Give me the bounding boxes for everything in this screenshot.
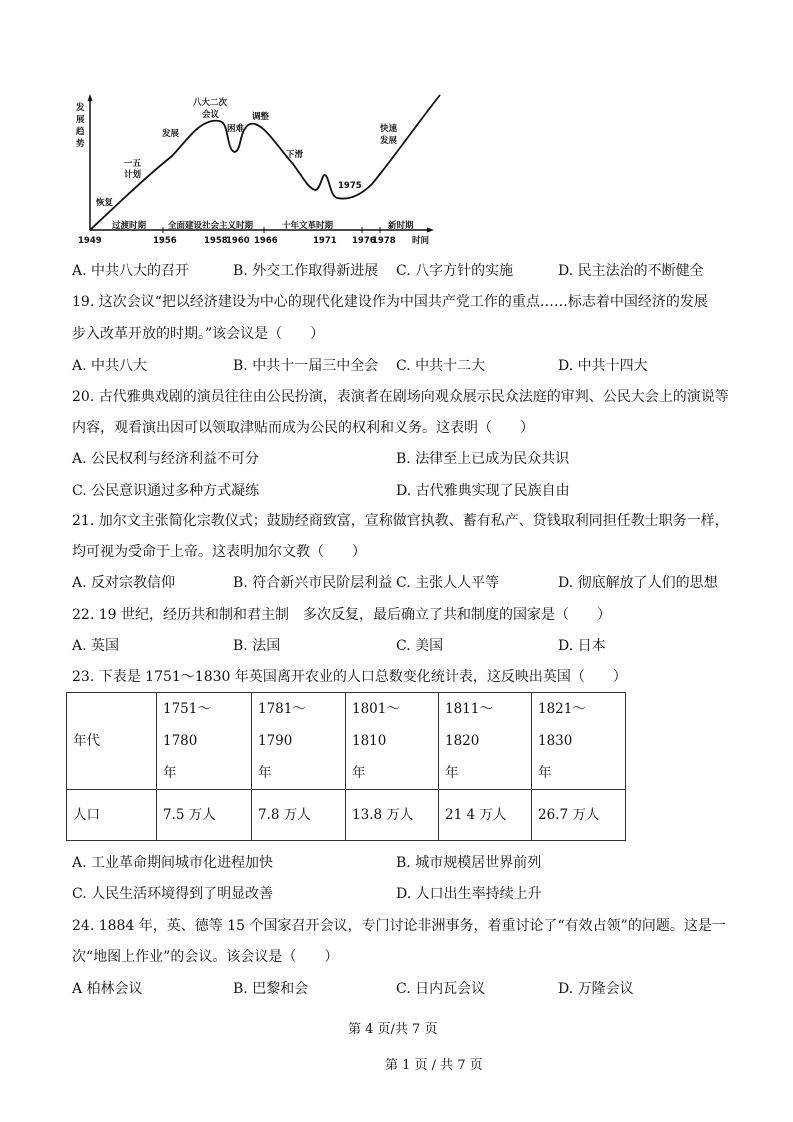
option-d[interactable]: D. 古代雅典实现了民族自由 bbox=[396, 483, 570, 499]
table-row bbox=[67, 693, 626, 790]
period-label: 新时期 bbox=[388, 221, 414, 231]
stage-label: 恢复 bbox=[96, 198, 114, 208]
y-label-char: 展 bbox=[76, 115, 85, 125]
development-trend-chart bbox=[72, 88, 444, 248]
x-axis-arrow-icon bbox=[427, 228, 434, 233]
stage-label: 一五 bbox=[124, 159, 142, 169]
option-b[interactable]: B. 城市规模居世界前列 bbox=[396, 855, 542, 871]
stage-label: 调整 bbox=[252, 112, 270, 122]
option-a[interactable]: A. 中共八大的召开 bbox=[72, 263, 190, 279]
option-c[interactable]: C. 中共十二大 bbox=[396, 358, 486, 374]
table-cell: 7.8 万人 bbox=[252, 790, 346, 841]
table-cell: 1821～ 1830 年 bbox=[532, 693, 626, 790]
question-21-stem: 均可视为受命于上帝。这表明加尔文教（ ） bbox=[72, 544, 366, 560]
option-b[interactable]: B. 法律至上已成为民众共识 bbox=[396, 451, 570, 467]
option-c[interactable]: C. 日内瓦会议 bbox=[396, 981, 486, 997]
option-a[interactable]: A. 公民权利与经济利益不可分 bbox=[72, 451, 260, 467]
question-22-stem: 22. 19 世纪，经历共和制和君主制 多次反复，最后确立了共和制度的国家是（ ） bbox=[72, 607, 611, 623]
option-b[interactable]: B. 巴黎和会 bbox=[233, 981, 309, 997]
option-b[interactable]: B. 中共十一届三中全会 bbox=[233, 358, 379, 374]
question-23-stem: 23. 下表是 1751～1830 年英国离开农业的人口总数变化统计表，这反映出英国（ ） bbox=[72, 669, 627, 685]
question-21-stem: 21. 加尔文主张简化宗教仪式；鼓励经商致富，宣称做官执教、蓄有私产、贷钱取利同担任教士职务一样， bbox=[72, 513, 729, 529]
year-label: 1978 bbox=[372, 236, 396, 246]
stage-label: 下滑 bbox=[286, 150, 304, 160]
question-20-stem: 内容，观看演出因可以领取津贴而成为公民的权利和义务。这表明（ ） bbox=[72, 420, 534, 436]
year-label: 1958 bbox=[204, 236, 228, 246]
option-d[interactable]: D. 彻底解放了人们的思想 bbox=[558, 575, 718, 591]
stage-label: 发展 bbox=[162, 129, 180, 139]
table-cell: 1811～ 1820 年 bbox=[439, 693, 532, 790]
period-label: 十年文革时期 bbox=[282, 221, 334, 231]
option-a[interactable]: A 柏林会议 bbox=[72, 981, 143, 997]
table-cell: 1801～ 1810 年 bbox=[346, 693, 439, 790]
row-header: 人口 bbox=[67, 790, 157, 841]
row-header: 年代 bbox=[67, 693, 157, 790]
option-d[interactable]: D. 日本 bbox=[558, 638, 606, 654]
option-c[interactable]: C. 美国 bbox=[396, 638, 444, 654]
question-24-stem: 次“地图上作业”的会议。该会议是（ ） bbox=[72, 949, 339, 965]
stage-label: 计划 bbox=[124, 170, 142, 180]
year-label: 1960 bbox=[226, 236, 250, 246]
option-d[interactable]: D. 民主法治的不断健全 bbox=[558, 263, 704, 279]
option-d[interactable]: D. 万隆会议 bbox=[558, 981, 634, 997]
option-a[interactable]: A. 英国 bbox=[72, 638, 120, 654]
table-cell: 21 4 万人 bbox=[439, 790, 532, 841]
table-cell: 13.8 万人 bbox=[346, 790, 439, 841]
year-label: 1971 bbox=[313, 236, 337, 246]
inner-page-number: 第 4 页/共 7 页 bbox=[348, 1022, 438, 1037]
stage-label: 八大二次 bbox=[193, 98, 228, 108]
table-row bbox=[67, 790, 626, 841]
option-a[interactable]: A. 工业革命期间城市化进程加快 bbox=[72, 855, 274, 871]
stage-label: 会议 bbox=[202, 110, 220, 120]
period-label: 过渡时期 bbox=[112, 221, 147, 231]
table-cell: 7.5 万人 bbox=[157, 790, 252, 841]
stage-label: 发展 bbox=[380, 136, 398, 146]
x-axis-label: 时间 bbox=[412, 236, 430, 246]
year-label: 1949 bbox=[78, 236, 102, 246]
y-label-char: 趋 bbox=[76, 127, 85, 137]
option-d[interactable]: D. 中共十四大 bbox=[558, 358, 648, 374]
table-cell: 1751～ 1780 年 bbox=[157, 693, 252, 790]
year-label: 1956 bbox=[153, 236, 177, 246]
y-label-char: 势 bbox=[76, 139, 85, 149]
period-label: 全面建设社会主义时期 bbox=[168, 221, 254, 231]
year-label: 1966 bbox=[254, 236, 278, 246]
question-19-stem: 步入改革开放的时期。”该会议是（ ） bbox=[72, 326, 325, 342]
question-19-stem: 19. 这次会议“把以经济建设为中心的现代化建设作为中国共产党工作的重点……标志着中国经济的发展 bbox=[72, 294, 708, 310]
question-24-stem: 24. 1884 年，英、德等 15 个国家召开会议，专门讨论非洲事务，着重讨论了“有效占领”的问题。这是一 bbox=[72, 918, 726, 934]
option-c[interactable]: C. 八字方针的实施 bbox=[396, 263, 514, 279]
option-b[interactable]: B. 符合新兴市民阶层利益 bbox=[233, 575, 393, 591]
option-a[interactable]: A. 中共八大 bbox=[72, 358, 148, 374]
page-number: 第 1 页 / 共 7 页 bbox=[385, 1058, 483, 1073]
option-d[interactable]: D. 人口出生率持续上升 bbox=[396, 886, 542, 902]
stage-label: 困难 bbox=[227, 124, 245, 134]
stage-label: 1975 bbox=[338, 181, 362, 191]
stage-label: 快速 bbox=[380, 124, 398, 134]
option-b[interactable]: B. 外交工作取得新进展 bbox=[233, 263, 379, 279]
question-20-stem: 20. 古代雅典戏剧的演员往往由公民扮演，表演者在剧场向观众展示民众法庭的审判、公民大会上的演说等 bbox=[72, 389, 729, 405]
population-table bbox=[66, 692, 626, 841]
option-c[interactable]: C. 人民生活环境得到了明显改善 bbox=[72, 886, 274, 902]
y-label-char: 发 bbox=[76, 103, 85, 113]
option-c[interactable]: C. 主张人人平等 bbox=[396, 575, 500, 591]
option-c[interactable]: C. 公民意识通过多种方式凝练 bbox=[72, 483, 260, 499]
y-axis-arrow-icon bbox=[88, 94, 93, 101]
option-a[interactable]: A. 反对宗教信仰 bbox=[72, 575, 176, 591]
year-label: 1976 bbox=[352, 236, 376, 246]
table-cell: 1781～ 1790 年 bbox=[252, 693, 346, 790]
option-b[interactable]: B. 法国 bbox=[233, 638, 281, 654]
table-cell: 26.7 万人 bbox=[532, 790, 626, 841]
